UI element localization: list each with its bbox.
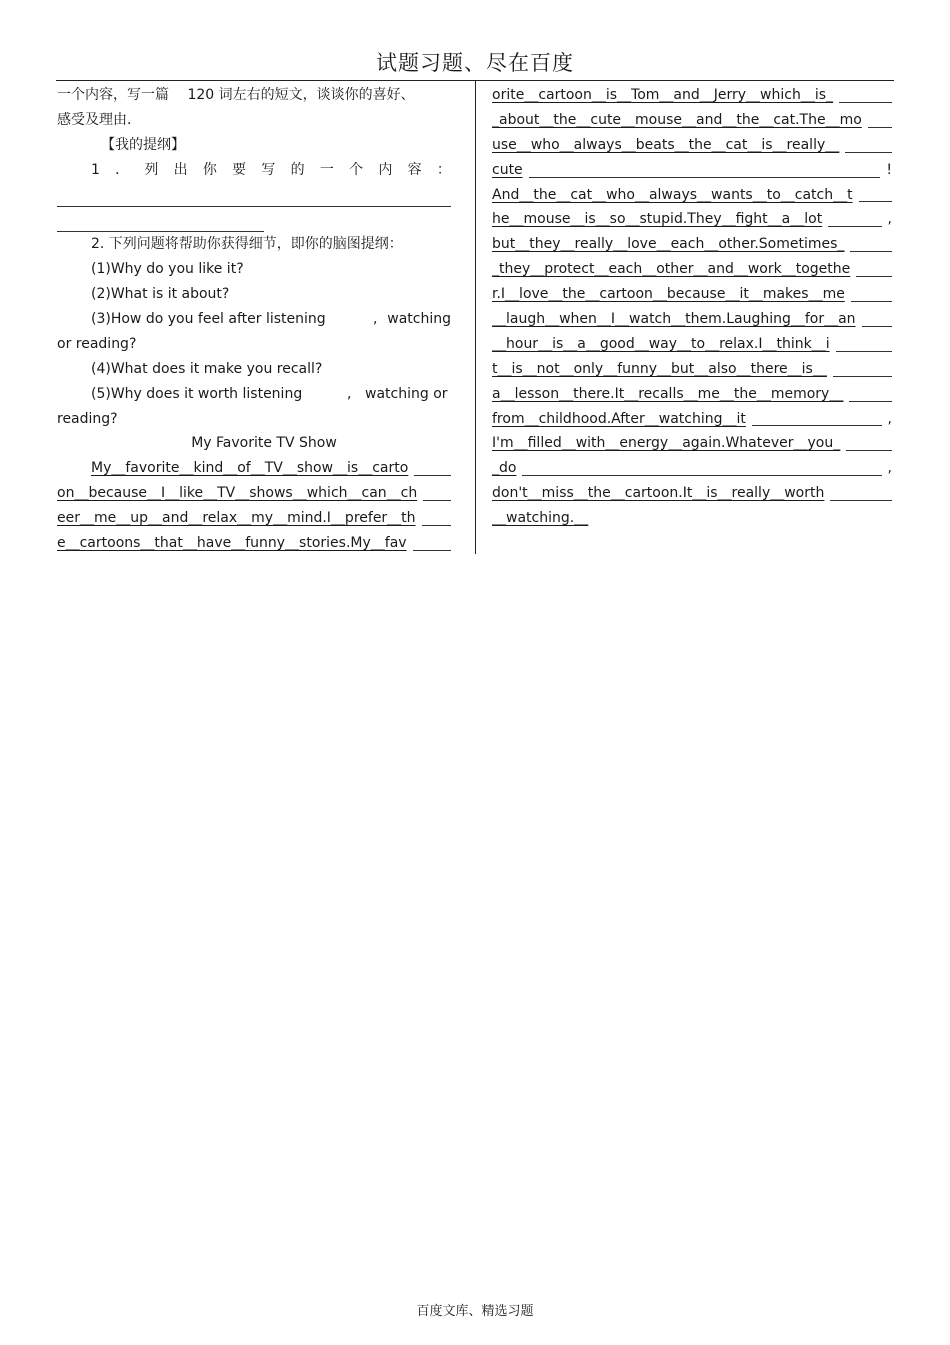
essay-line: [492, 506, 892, 531]
comma-mark: ,: [887, 460, 892, 477]
essay-line: [492, 83, 892, 108]
essay-underline: [828, 207, 881, 227]
right-column: [492, 83, 892, 531]
essay-line: [492, 158, 892, 183]
question-2: (2)What is it about?: [91, 286, 230, 303]
item1-char: ：: [436, 161, 451, 178]
essay-line: [492, 357, 892, 382]
question-5-cont: reading?: [57, 410, 118, 427]
essay-line: [492, 183, 892, 208]
essay-line: [492, 456, 892, 481]
item1-char: 列: [144, 161, 159, 178]
essay-underline: [830, 481, 892, 501]
answer-blank-line-short[interactable]: [57, 207, 264, 232]
question-1: (1)Why do you like it?: [91, 261, 244, 278]
essay-text: __laugh__when__I__watch__them.Laughing__for__an: [492, 311, 856, 328]
question-5-text: (5)Why does it worth listening: [91, 385, 303, 402]
item1-char: 出: [173, 161, 188, 178]
item1-char: 内: [378, 161, 393, 178]
question-5: [57, 382, 451, 407]
essay-line: [492, 382, 892, 407]
question-3-watching: watching: [387, 311, 451, 328]
comma-mark: ,: [887, 410, 892, 427]
essay-underline: [859, 183, 892, 203]
intro-line-1: 一个内容，写一篇 120 词左右的短文，谈谈你的喜好、: [57, 87, 415, 103]
essay-line: [492, 332, 892, 357]
essay-line: [492, 407, 892, 432]
essay-text: but__they__really__love__each__other.Sometimes_: [492, 236, 845, 253]
essay-underline: [849, 382, 892, 402]
question-3-text: (3)How do you feel after listening: [91, 311, 326, 328]
essay-text: a__lesson__there.It__recalls__me__the__memory__: [492, 385, 844, 402]
intro-line-2: 感受及理由．: [57, 111, 141, 128]
essay-line: [57, 481, 451, 506]
essay-underline: [839, 83, 892, 103]
essay-underline: [850, 232, 892, 252]
essay-underline: [522, 456, 881, 476]
item1-char: 容: [407, 161, 422, 178]
essay-text: cute: [492, 161, 523, 178]
essay-underline: [851, 282, 892, 302]
essay-underline: [833, 357, 892, 377]
item1-char: ．: [115, 161, 130, 178]
essay-line: [57, 506, 451, 531]
essay-line: [492, 307, 892, 332]
essay-text: on__because__I__like__TV__shows__which__can__ch: [57, 485, 418, 502]
column-divider: [475, 81, 476, 554]
essay-line: [492, 133, 892, 158]
essay-text: _they__protect__each__other__and__work__togethe: [492, 261, 851, 278]
item1-char: 一: [319, 161, 334, 178]
question-4: (4)What does it make you recall?: [91, 360, 323, 377]
question-3: [57, 307, 451, 332]
essay-line: [492, 481, 892, 506]
essay-underline: [862, 307, 892, 327]
essay-underline: [529, 158, 881, 178]
essay-text: _do: [492, 460, 517, 477]
essay-line: [492, 257, 892, 282]
essay-underline: [752, 407, 882, 427]
left-column: [57, 83, 451, 556]
essay-text: I'm__filled__with__energy__again.Whatever__you_: [492, 435, 841, 452]
essay-text: And__the__cat__who__always__wants__to__catch__t: [492, 186, 853, 203]
item1-char: 1: [91, 161, 100, 178]
essay-text: eer__me__up__and__relax__my__mind.I__prefer__th: [57, 510, 416, 527]
essay-line: [492, 108, 892, 133]
essay-line: [57, 531, 451, 556]
essay-text: e__cartoons__that__have__funny__stories.My__fav: [57, 535, 407, 552]
essay-underline: [868, 108, 892, 128]
essay-underline: [422, 506, 451, 526]
item1-char: 要: [232, 161, 247, 178]
question-5-comma: ,: [347, 385, 352, 402]
outline-heading: 【我的提纲】: [101, 136, 185, 153]
essay-line: [492, 207, 892, 232]
question-5-watching: watching or: [365, 385, 448, 402]
comma-mark: ,: [887, 211, 892, 228]
item1-char: 你: [202, 161, 217, 178]
essay-title: My Favorite TV Show: [191, 435, 337, 452]
essay-text: orite__cartoon__is__Tom__and__Jerry__which__is_: [492, 87, 833, 103]
essay-text: from__childhood.After__watching__it: [492, 410, 746, 427]
question-3-cont: or reading?: [57, 335, 137, 352]
essay-underline: [423, 481, 451, 501]
essay-underline: [414, 456, 451, 476]
essay-underline: [845, 133, 892, 153]
essay-text: _about__the__cute__mouse__and__the__cat.The__mo: [492, 111, 862, 128]
essay-text: he__mouse__is__so__stupid.They__fight__a__lot: [492, 211, 823, 228]
essay-text: __hour__is__a__good__way__to__relax.I__think__i: [492, 335, 830, 352]
exclamation-mark: !: [886, 161, 892, 178]
essay-line: [492, 232, 892, 257]
essay-line: [492, 431, 892, 456]
item1-char: 写: [261, 161, 276, 178]
essay-underline: [413, 531, 451, 551]
outline-item-1: [57, 158, 451, 183]
essay-underline: [846, 431, 892, 451]
essay-text: __watching.__: [492, 510, 589, 527]
essay-text: don't__miss__the__cartoon.It__is__really__worth: [492, 485, 825, 502]
page-footer: 百度文库、精选习题: [416, 1304, 534, 1319]
item1-char: 的: [290, 161, 305, 178]
essay-text: My__favorite__kind__of__TV__show__is__carto: [91, 460, 409, 477]
item1-char: 个: [349, 161, 364, 178]
essay-text: use__who__always__beats__the__cat__is__really__: [492, 136, 840, 153]
answer-blank-line[interactable]: [57, 183, 451, 208]
essay-line: [57, 456, 451, 481]
essay-text: r.I__love__the__cartoon__because__it__makes__me: [492, 286, 845, 303]
outline-item-2: 2. 下列问题将帮助你获得细节，即你的脑图提纲：: [91, 236, 403, 253]
essay-underline: [836, 332, 892, 352]
essay-text: t__is__not__only__funny__but__also__there__is__: [492, 360, 827, 377]
essay-line: [492, 282, 892, 307]
essay-underline: [856, 257, 892, 277]
question-3-comma: ,: [373, 311, 378, 328]
page-header-title: 试题习题、尽在百度: [376, 51, 574, 75]
